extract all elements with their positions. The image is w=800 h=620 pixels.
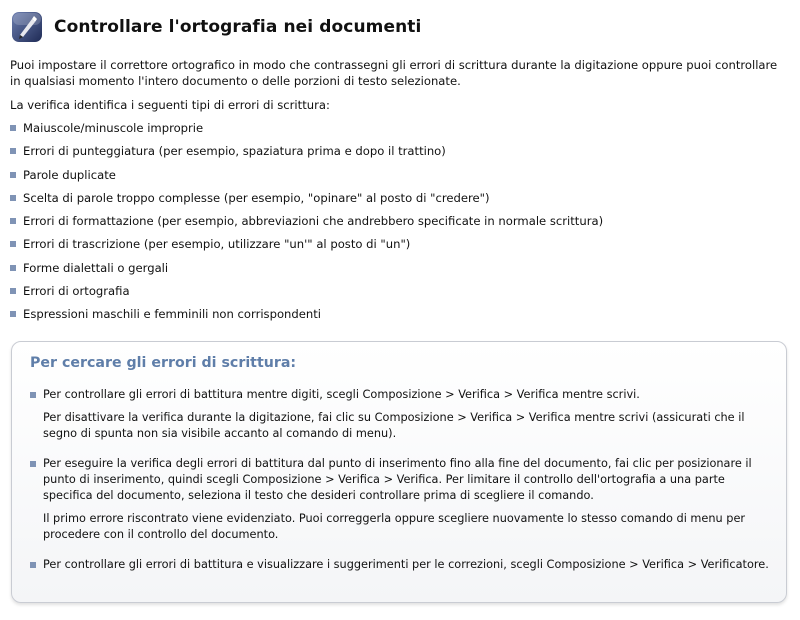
list-item <box>10 236 603 259</box>
bullet-icon <box>10 311 16 317</box>
list-item <box>10 190 603 213</box>
step-text: Per controllare gli errori di battitura mentre digiti, scegli Composizione > Verifica > Verifica mentre scrivi. <box>43 388 640 401</box>
list-item-label: Parole duplicate <box>23 167 116 182</box>
bullet-icon <box>10 125 16 131</box>
bullet-icon <box>10 172 16 178</box>
list-item-label: Forme dialettali o gergali <box>23 260 169 275</box>
list-item <box>10 167 603 190</box>
bullet-icon <box>30 392 36 398</box>
step-item <box>30 387 770 449</box>
list-item-label: Errori di ortografia <box>23 284 130 299</box>
step-text: Per controllare gli errori di battitura e visualizzare i suggerimenti per le correzioni, scegli Composizione > Verifica > Verificatore. <box>43 558 769 571</box>
list-item-label: Scelta di parole troppo complesse (per esempio, "opinare" al posto di "credere") <box>23 190 490 205</box>
lead-paragraph: La verifica identifica i seguenti tipi di errori di scrittura: <box>10 98 330 112</box>
steps-list <box>30 387 770 587</box>
list-item <box>10 213 603 236</box>
list-item <box>10 260 603 283</box>
bullet-icon <box>10 241 16 247</box>
step-note: Per disattivare la verifica durante la digitazione, fai clic su Composizione > Verifica > Verifica mentre scrivi (assicurati che il segno di spunta non sia visibile accanto al comando di menu). <box>43 411 745 440</box>
task-box <box>11 341 787 603</box>
task-title: Per cercare gli errori di scrittura: <box>30 355 297 371</box>
list-item-label: Espressioni maschili e femminili non corrispondenti <box>23 307 322 322</box>
list-item <box>10 306 603 329</box>
bullet-icon <box>10 148 16 154</box>
step-note: Il primo errore riscontrato viene evidenziato. Puoi correggerla oppure scegliere nuovamente lo stesso comando di menu per procedere con il controllo del documento. <box>43 512 746 541</box>
list-item-label: Errori di trascrizione (per esempio, utilizzare "un'" al posto di "un") <box>23 237 411 252</box>
page-title: Controllare l'ortografia nei documenti <box>54 17 422 37</box>
list-item <box>10 120 603 143</box>
step-body <box>43 456 770 550</box>
page-header <box>10 10 421 44</box>
bullet-icon <box>30 461 36 467</box>
list-item-label: Maiuscole/minuscole improprie <box>23 121 204 135</box>
intro-paragraph: Puoi impostare il correttore ortografico in modo che contrassegni gli errori di scrittura durante la digitazione oppure puoi controllare in qualsiasi momento l'intero documento o delle porzioni di testo selezionate. <box>10 58 778 88</box>
bullet-icon <box>10 218 16 224</box>
list-item <box>10 143 603 166</box>
pen-nib-icon <box>10 10 44 44</box>
bullet-icon <box>10 265 16 271</box>
bullet-icon <box>30 562 36 568</box>
list-item-label: Errori di formattazione (per esempio, abbreviazioni che andrebbero specificate in normale scrittura) <box>23 214 604 229</box>
step-item <box>30 557 770 580</box>
step-body <box>43 387 770 449</box>
list-item-label: Errori di punteggiatura (per esempio, spaziatura prima e dopo il trattino) <box>23 144 446 159</box>
step-item <box>30 456 770 550</box>
list-item <box>10 283 603 306</box>
step-body <box>43 557 769 580</box>
bullet-icon <box>10 195 16 201</box>
bullet-icon <box>10 288 16 294</box>
error-types-list <box>10 120 603 330</box>
step-text: Per eseguire la verifica degli errori di battitura dal punto di inserimento fino alla fine del documento, fai clic per posizionare il punto di inserimento, quindi scegli Composizione > Verifica > Verifica. Per limitare il controllo dell'ortografia a una parte specifica del documento, seleziona il testo che desideri controllare prima di scegliere il comando. <box>43 457 752 502</box>
